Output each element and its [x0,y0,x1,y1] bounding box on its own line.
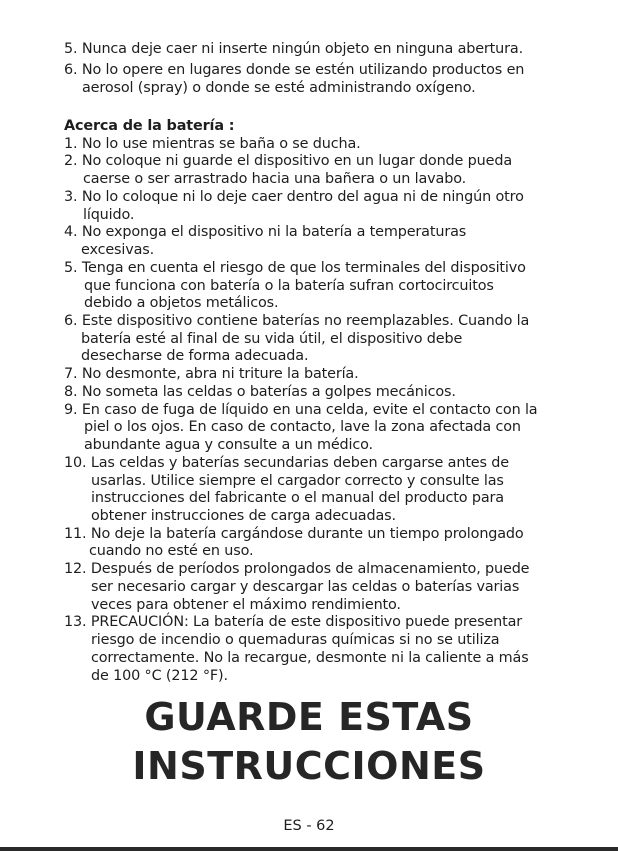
list-item: 13. PRECAUCIÓN: La batería de este dispositivo puede presentar [64,614,523,630]
list-item-continuation: usarlas. Utilice siempre el cargador correcto y consulte las [91,473,504,489]
list-item: 6. Este dispositivo contiene baterías no reemplazables. Cuando la [64,313,530,329]
list-item-continuation: líquido. [83,207,135,223]
list-item-continuation: excesivas. [81,242,155,258]
list-item: 5. Tenga en cuenta el riesgo de que los terminales del dispositivo [64,260,526,276]
list-item-continuation: aerosol (spray) o donde se esté administrando oxígeno. [82,80,476,96]
list-item-continuation: debido a objetos metálicos. [84,295,279,311]
list-item-continuation: batería esté al final de su vida útil, el dispositivo debe [81,331,463,347]
list-item-continuation: correctamente. No la recargue, desmonte ni la caliente a más [91,650,529,666]
list-item-continuation: desecharse de forma adecuada. [81,348,309,364]
list-item: 1. No lo use mientras se baña o se ducha. [64,136,361,152]
list-item-continuation: piel o los ojos. En caso de contacto, lave la zona afectada con [84,419,521,435]
list-item-continuation: obtener instrucciones de carga adecuadas. [91,508,396,524]
section-heading: Acerca de la batería : [64,118,235,134]
list-item-continuation: ser necesario cargar y descargar las celdas o baterías varias [91,579,520,595]
list-item: 7. No desmonte, abra ni triture la batería. [64,366,359,382]
list-item: 4. No exponga el dispositivo ni la batería a temperaturas [64,224,467,240]
banner-line-1: GUARDE ESTAS [144,695,474,739]
list-item: 12. Después de períodos prolongados de almacenamiento, puede [64,561,530,577]
page-number: ES - 62 [283,818,335,834]
list-item: 9. En caso de fuga de líquido en una celda, evite el contacto con la [64,402,538,418]
list-item-continuation: que funciona con batería o la batería sufran cortocircuitos [84,278,494,294]
bottom-border [0,847,618,851]
list-item-continuation: cuando no esté en uso. [89,543,254,559]
list-item-continuation: caerse o ser arrastrado hacia una bañera o un lavabo. [83,171,467,187]
list-item-continuation: veces para obtener el máximo rendimiento. [91,597,401,613]
list-item: 5. Nunca deje caer ni inserte ningún objeto en ninguna abertura. [64,41,524,57]
list-item-continuation: abundante agua y consulte a un médico. [84,437,373,453]
list-item-continuation: riesgo de incendio o quemaduras químicas si no se utiliza [91,632,500,648]
list-item: 6. No lo opere en lugares donde se estén utilizando productos en [64,62,525,78]
list-item-continuation: de 100 °C (212 °F). [91,668,228,684]
list-item: 3. No lo coloque ni lo deje caer dentro del agua ni de ningún otro [64,189,524,205]
list-item: 8. No someta las celdas o baterías a golpes mecánicos. [64,384,456,400]
list-item: 10. Las celdas y baterías secundarias deben cargarse antes de [64,455,509,471]
list-item: 2. No coloque ni guarde el dispositivo en un lugar donde pueda [64,153,512,169]
list-item-continuation: instrucciones del fabricante o el manual del producto para [91,490,504,506]
banner-line-2: INSTRUCCIONES [132,744,486,788]
list-item: 11. No deje la batería cargándose durante un tiempo prolongado [64,526,524,542]
